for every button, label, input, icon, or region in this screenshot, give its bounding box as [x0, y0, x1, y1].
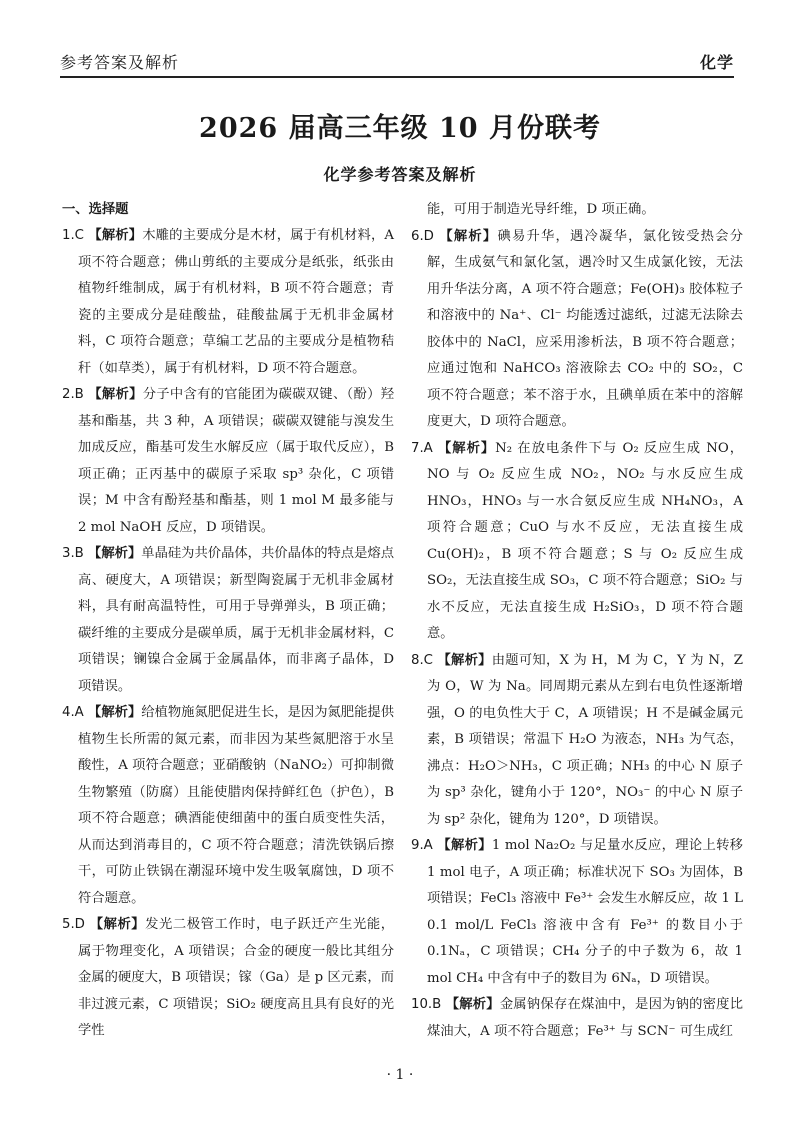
answer-text: 发光二极管工作时，电子跃迁产生光能，属于物理变化，A 项错误；合金的硬度一般比其组分金属的硬度大，B 项错误；镓（Ga）是 p 区元素，而非过渡元素，C 项错误；SiO₂ 硬度高且具有良好的光学性 [78, 917, 395, 1038]
answer-text: N₂ 在放电条件下与 O₂ 反应生成 NO，NO 与 O₂ 反应生成 NO₂，NO₂ 与水反应生成 HNO₃，HNO₃ 与一水合氨反应生成 NH₄NO₃，A 项符合题意；CuO 与水不反应，无法直接生成 Cu(OH)₂，B 项不符合题意；S 与 O₂ 反应生成 SO₂，无法直接生成 SO₃，C 项不符合题意；SiO₂ 与水不反应，无法直接生成 H₂SiO₃，D 项不符合题意。 [427, 440, 744, 641]
answer-item-7 [411, 436, 743, 648]
answer-number: 3.B [62, 546, 84, 561]
answer-number: 7.A [411, 440, 433, 456]
left-column [62, 197, 394, 1045]
answer-item-4 [62, 700, 394, 912]
answer-number: 5.D [62, 917, 85, 932]
answer-text: 给植物施氮肥促进生长，是因为氮肥能提供植物生长所需的氮元素，而非因为某些氮肥溶于水呈酸性，A 项符合题意；亚硝酸钠（NaNO₂）可抑制微生物繁殖（防腐）且能使腊肉保持鲜红色（护色），B 项不符合题意；碘酒能使细菌中的蛋白质变性失活，从而达到消毒目的，C 项不符合题意；清洗铁锅后擦干，可防止铁锅在潮湿环境中发生吸氧腐蚀，D 项不符合题意。 [78, 705, 395, 906]
answer-text: 碘易升华，遇冷凝华，氯化铵受热会分解，生成氨气和氯化氢，遇冷时又生成氯化铵，无法用升华法分离，A 项不符合题意；Fe(OH)₃ 胶体粒子和溶液中的 Na⁺、Cl⁻ 均能透过滤纸，过滤无法除去胶体中的 NaCl，应采用渗析法，B 项不符合题意；应通过饱和 NaHCO₃ 溶液除去 CO₂ 中的 SO₂，C 项不符合题意；苯不溶于水，且碘单质在苯中的溶解度更大，D 项符合题意。 [427, 228, 743, 429]
header-subject-label: 化学 [699, 53, 734, 72]
answer-text: 金属钠保存在煤油中，是因为钠的密度比煤油大，A 项不符合题意；Fe³⁺ 与 SCN⁻ 可生成红 [427, 997, 743, 1039]
analysis-tag: 【解析】 [437, 838, 492, 853]
answer-text: 单晶硅为共价晶体，共价晶体的特点是熔点高、硬度大，A 项错误；新型陶瓷属于无机非金属材料，具有耐高温特性，可用于导弹弹头，B 项正确；碳纤维的主要成分是碳单质，属于无机非金属材料，C 项错误；镧镍合金属于金属晶体，而非离子晶体，D 项错误。 [78, 546, 395, 694]
answer-number: 6.D [411, 228, 434, 244]
analysis-tag: 【解析】 [445, 997, 500, 1012]
answer-text: 1 mol Na₂O₂ 与足量水反应，理论上转移 1 mol 电子，A 项正确；标准状况下 SO₃ 为固体，B 项错误；FeCl₃ 溶液中 Fe³⁺ 会发生水解反应，故 1 L 0.1 mol/L FeCl₃ 溶液中含有 Fe³⁺ 的数目小于 0.1Nₐ，C 项错误；CH₄ 分子的中子数为 6，故 1 mol CH₄ 中含有中子的数目为 6Nₐ，D 项错误。 [427, 838, 744, 986]
page-number: · 1 · [386, 1067, 414, 1083]
header-left-label: 参考答案及解析 [60, 53, 180, 72]
section-title: 一、选择题 [62, 202, 129, 217]
answer-item-8 [411, 648, 743, 834]
exam-title: 2026 届高三年级 10 月份联考 [199, 113, 601, 144]
answer-item-9 [411, 833, 743, 992]
answer-item-6 [411, 224, 743, 436]
answer-number: 9.A [411, 838, 433, 853]
answer-number: 8.C [411, 652, 433, 668]
answer-item-10 [411, 992, 743, 1045]
answer-text: 由题可知，X 为 H，M 为 C，Y 为 N，Z 为 O，W 为 Na。同周期元素从左到右电负性逐渐增强，O 的电负性大于 C，A 项错误；H 不是碱金属元素，B 项错误；常温下 H₂O 为液态，NH₃ 为气态，沸点：H₂O＞NH₃，C 项正确；NH₃ 的中心 N 原子为 sp³ 杂化，键角小于 120°，NO₃⁻ 的中心 N 原子为 sp² 杂化，键角为 120°，D 项错误。 [427, 652, 744, 827]
answer-text: 分子中含有的官能团为碳碳双键、（酚）羟基和酯基，共 3 种，A 项错误；碳碳双键能与溴发生加成反应，酯基可发生水解反应（属于取代反应），B 项正确；正丙基中的碳原子采取 sp³ 杂化，C 项错误；M 中含有酚羟基和酯基，则 1 mol M 最多能与 2 mol NaOH 反应，D 项错误。 [78, 387, 395, 535]
answer-item-2 [62, 382, 394, 541]
answer-number: 1.C [62, 228, 84, 243]
analysis-tag: 【解析】 [88, 705, 142, 720]
answer-item-5-continued [411, 197, 743, 224]
analysis-tag: 【解析】 [88, 387, 143, 402]
analysis-tag: 【解析】 [437, 652, 492, 668]
answer-item-1 [62, 223, 394, 382]
analysis-tag: 【解析】 [438, 440, 496, 456]
analysis-tag: 【解析】 [89, 917, 146, 932]
analysis-tag: 【解析】 [88, 228, 143, 243]
header-divider [60, 76, 734, 78]
right-column [411, 197, 743, 1045]
exam-subtitle: 化学参考答案及解析 [323, 165, 477, 184]
answer-item-3 [62, 541, 394, 700]
answer-number: 4.A [62, 705, 84, 720]
answer-number: 10.B [411, 997, 442, 1012]
answer-item-5 [62, 912, 394, 1045]
analysis-tag: 【解析】 [439, 228, 498, 244]
page-header [60, 42, 734, 76]
answer-text: 能，可用于制造光导纤维，D 项正确。 [427, 202, 655, 217]
answer-text: 木雕的主要成分是木材，属于有机材料，A 项不符合题意；佛山剪纸的主要成分是纸张，纸张由植物纤维制成，属于有机材料，B 项不符合题意；青瓷的主要成分是硅酸盐，硅酸盐属于无机非金属材料，C 项符合题意；草编工艺品的主要成分是植物秸秆（如草类），属于有机材料，D 项不符合题意。 [78, 228, 394, 376]
answer-number: 2.B [62, 387, 84, 402]
analysis-tag: 【解析】 [88, 546, 142, 561]
